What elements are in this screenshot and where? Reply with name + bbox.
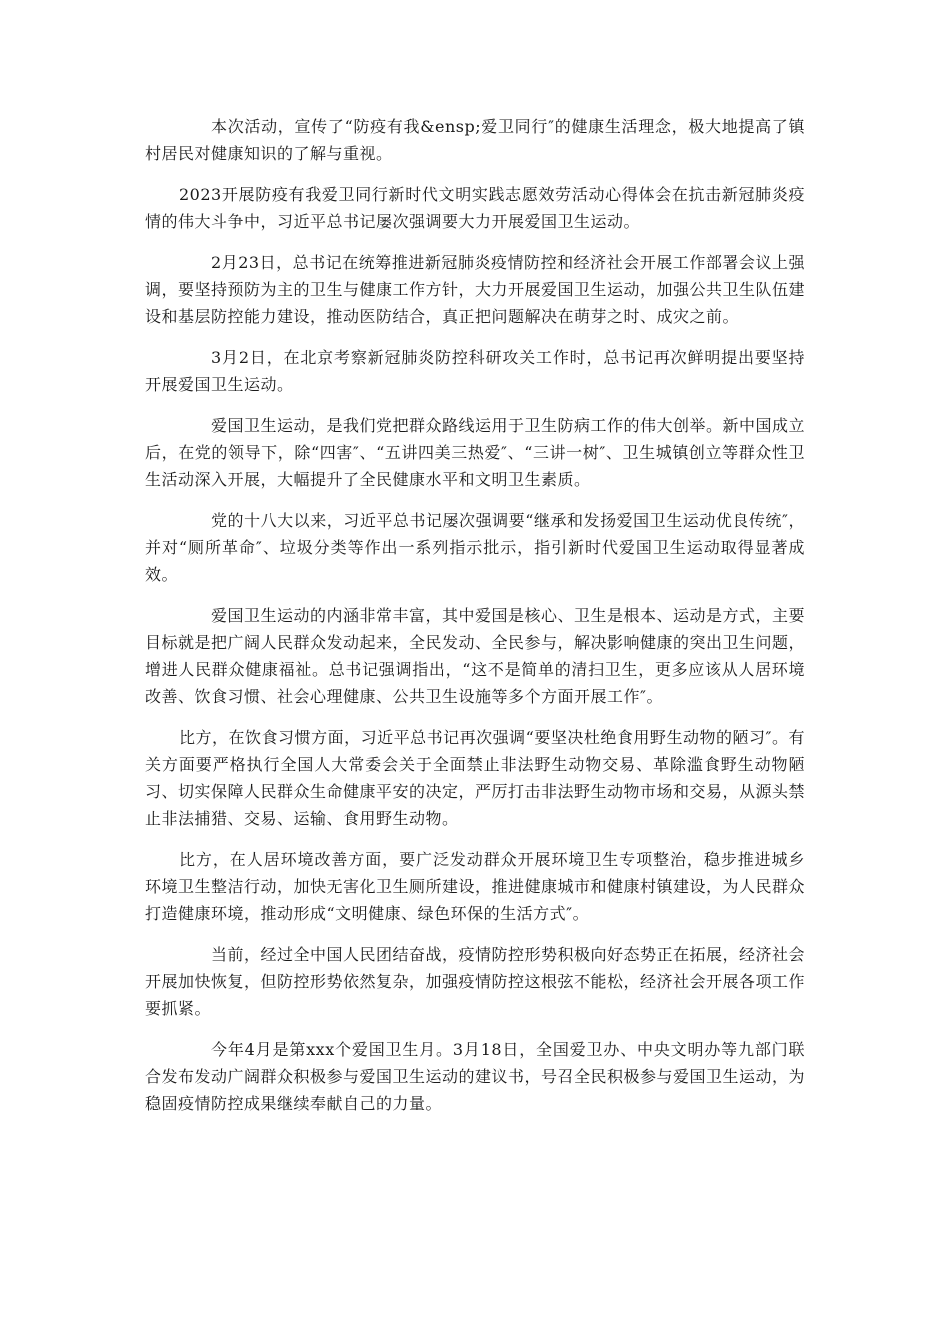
paragraph-10: 当前，经过全中国人民团结奋战，疫情防控形势积极向好态势正在拓展，经济社会开展加快恢复，但防控形势依然复杂，加强疫情防控这根弦不能松，经济社会开展各项工作要抓紧。: [145, 945, 806, 1018]
paragraph-11: 今年4月是第xxx个爱国卫生月。3月18日，全国爱卫办、中央文明办等九部门联合发布发动广阔群众积极参与爱国卫生运动的建议书，号召全民积极参与爱国卫生运动，为稳固疫情防控成果继续奉献自己的力量。: [145, 1040, 806, 1113]
paragraph-5: 爱国卫生运动，是我们党把群众路线运用于卫生防病工作的伟大创举。新中国成立后，在党的领导下，除“四害″、“五讲四美三热爱″、“三讲一树″、卫生城镇创立等群众性卫生活动深入开展，大幅提升了全民健康水平和文明卫生素质。: [145, 416, 806, 489]
paragraph-7: 爱国卫生运动的内涵非常丰富，其中爱国是核心、卫生是根本、运动是方式，主要目标就是把广阔人民群众发动起来，全民发动、全民参与，解决影响健康的突出卫生问题，增进人民群众健康福祉。总书记强调指出，“这不是简单的清扫卫生，更多应该从人居环境改善、饮食习惯、社会心理健康、公共卫生设施等多个方面开展工作″。: [145, 606, 806, 706]
paragraph-4: 3月2日，在北京考察新冠肺炎防控科研攻关工作时，总书记再次鲜明提出要坚持开展爱国卫生运动。: [145, 348, 805, 394]
paragraph-1: 本次活动，宣传了“防疫有我&ensp;爱卫同行″的健康生活理念，极大地提高了镇村居民对健康知识的了解与重视。: [145, 117, 805, 163]
paragraph-8: 比方，在饮食习惯方面，习近平总书记再次强调“要坚决杜绝食用野生动物的陋习″。有关方面要严格执行全国人大常委会关于全面禁止非法野生动物交易、革除滥食野生动物陋习、切实保障人民群众生命健康平安的决定，严厉打击非法野生动物市场和交易，从源头禁止非法捕猎、交易、运输、食用野生动物。: [145, 728, 806, 828]
document-body: [145, 113, 805, 1131]
paragraph-9: 比方，在人居环境改善方面，要广泛发动群众开展环境卫生专项整治，稳步推进城乡环境卫生整洁行动，加快无害化卫生厕所建设，推进健康城市和健康村镇建设，为人民群众打造健康环境，推动形成“文明健康、绿色环保的生活方式″。: [145, 850, 806, 923]
paragraph-2: 2023开展防疫有我爱卫同行新时代文明实践志愿效劳活动心得体会在抗击新冠肺炎疫情的伟大斗争中，习近平总书记屡次强调要大力开展爱国卫生运动。: [145, 185, 805, 231]
paragraph-6: 党的十八大以来，习近平总书记屡次强调要“继承和发扬爱国卫生运动优良传统″，并对“厕所革命″、垃圾分类等作出一系列指示批示，指引新时代爱国卫生运动取得显著成效。: [145, 511, 805, 584]
paragraph-3: 2月23日，总书记在统筹推进新冠肺炎疫情防控和经济社会开展工作部署会议上强调，要坚持预防为主的卫生与健康工作方针，大力开展爱国卫生运动，加强公共卫生队伍建设和基层防控能力建设，推动医防结合，真正把问题解决在萌芽之时、成灾之前。: [145, 253, 806, 326]
